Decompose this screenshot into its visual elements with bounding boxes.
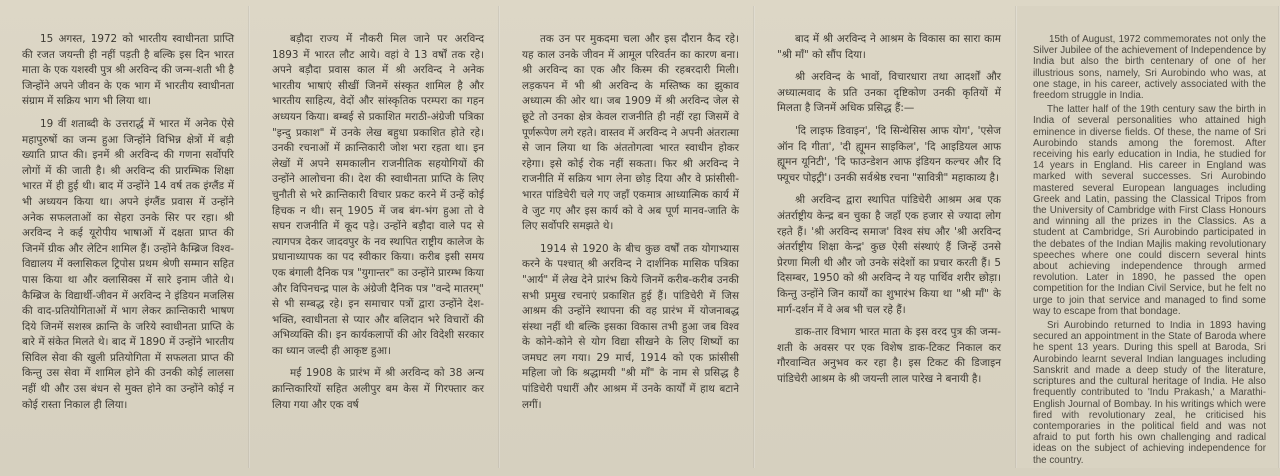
hindi-panel-3 [500, 6, 755, 468]
hindi-paragraph: 19 वीं शताब्दी के उत्तरार्द्ध में भारत में अनेक ऐसे महापुरुषों का जन्म हुआ जिन्होंने विभिन्न क्षेत्रों में बड़ी ख्याति प्राप्त की। इनमें श्री अरविन्द की गणना सर्वोपरि लोगों में की जाती है। श्री अरविन्द की प्रारम्भिक शिक्षा भारत में ही हुई थी। बाद में उन्होंने 14 वर्ष तक इंग्लैंड में भी अध्ययन किया था। अपने इंग्लैंड प्रवास में उन्होंने अनेक सफलताओं का सेहरा उनके सिर पर रहा। श्री अरविन्द ने कई यूरोपीय भाषाओं में दक्षता प्राप्त की जिनमें ग्रीक और लेटिन शामिल हैं। उन्होंने कैम्ब्रिज विश्व-विद्यालय में क्लासिकल ट्रिपोस प्रथम श्रेणी सम्मान सहित पास किया था और क्लासिक्स में सारे इनाम जीते थे। कैम्ब्रिज के विद्यार्थी-जीवन में अरविन्द ने इंडियन मजलिस की वाद-प्रतियोगिताओं में भाग लेकर क्रान्तिकारी भाषण दिये जिनमें सशस्त्र क्रान्ति के जरिये स्वाधीनता प्राप्ति के बारे में संकेत मिलते थे। बाद में 1890 में उन्होंने भारतीय सिविल सेवा की खुली प्रतियोगिता में सफलता प्राप्त की किन्तु उस सेवा में शामिल होने की उनकी कोई लालसा नहीं थी और उस बंधन से मुक्त होने का उन्होंने कोई न कोई रास्ता निकाल ही लिया। [22, 117, 234, 411]
hindi-paragraph: मई 1908 के प्रारंभ में श्री अरविन्द को 38 अन्य क्रान्तिकारियों सहित अलीपुर बम केस में गिरफ्तार कर लिया गया और एक वर्ष [272, 367, 484, 411]
hindi-panel-2 [250, 6, 500, 468]
hindi-paragraph: श्री अरविन्द द्वारा स्थापित पांडिचेरी आश्रम अब एक अंतर्राष्ट्रीय केन्द्र बन चुका है जहाँ एक हजार से ज्यादा लोग रहते हैं। 'श्री अरविन्द समाज' विश्व संघ और 'श्री अरविन्द अंतर्राष्ट्रीय शिक्षा केन्द्र' कुछ ऐसी संस्थाएं हैं जिन्हें उनसे प्रेरणा मिली थी और जो उनके संदेशों का प्रचार करती हैं। 5 दिसम्बर, 1950 को श्री अरविन्द ने यह पार्थिव शरीर छोड़ा। किन्तु उन्होंने जिन कार्यों का शुभारंभ किया था "श्री माँ" के मार्ग-दर्शन में वे अब भी चल रहे हैं। [777, 194, 1001, 316]
hindi-paragraph: 15 अगस्त, 1972 को भारतीय स्वाधीनता प्राप्ति की रजत जयन्ती ही नहीं पड़ती है बल्कि इस दिन भारत माता के एक यशस्वी पुत्र श्री अरविन्द की जन्म-शती भी है जिन्होंने अपने जीवन के एक भाग में भारतीय स्वाधीनता संग्राम में सक्रिय भाग भी लिया था। [22, 33, 234, 108]
english-paragraph: 15th of August, 1972 commemorates not only the Silver Jubilee of the achievement of Independence by India but also the birth centenary of one of her illustrious sons, namely, Sri Aurobindo who was, at one stage, in his career, actively associated with the freedom struggle in India. [1033, 34, 1266, 102]
english-paragraph: The latter half of the 19th century saw the birth in India of several personalities who attained high eminence in diverse fields. Of these, the name of Sri Aurobindo stands among the foremost. After receiving his early education in India, he studied for 14 years in England. His career in England was marked with several successes. Sri Aurobindo mastered several European languages including Greek and Latin, passing the Classical Tripos from the University of Cambridge with First Class Honours and winning all the prizes in the Classics. As a student at Cambridge, Sri Aurobindo participated in the debates of the Indian Majlis making revolutionary speeches where one could discern several hints about achieving independence through armed revolution. Later in 1890, he passed the open competition for the Indian Civil Service, but he felt no urge to join that service and managed to find some way to escape from that bondage. [1033, 104, 1266, 317]
english-paragraph: Sri Aurobindo returned to India in 1893 having secured an appointment in the State of Baroda where he spent 13 years. During this spell at Baroda, Sri Aurobindo learnt several Indian languages including Sanskrit and made a deep study of the literature, scriptures and the cultural heritage of India. He also frequently contributed to 'Indu Prakash,' a Marathi-English Journal of Bombay. In his writings which were fired with revolutionary zeal, he criticised his contemporaries in the political field and was not afraid to put forth his own challenging and radical ideas on the subject of achieving independence for the country. [1033, 320, 1266, 466]
hindi-panel-1 [0, 6, 250, 468]
english-panel [1017, 6, 1280, 468]
hindi-paragraph: तक उन पर मुकदमा चला और इस दौरान कैद रहे। यह काल उनके जीवन में आमूल परिवर्तन का कारण बना। श्री अरविन्द का एक और किस्म की रहबरदारी मिली। लड़कपन में भी श्री अरविन्द के मस्तिष्क का झुकाव अध्यात्म की ओर था। जब 1909 में श्री अरविन्द जेल से छूटे तो उनका क्षेत्र केवल राजनीति ही नहीं रहा जिसमें वे पूर्णरूपेण लगे रहते। वास्तव में अरविन्द ने अपनी अंतरात्मा से जान लिया था कि अंततोगत्वा भारत स्वाधीन होकर रहेगा। इसे कोई रोक नहीं सकता। फिर श्री अरविन्द ने राजनीति में सक्रिय भाग लेना छोड़ दिया और वे फ्रांसीसी-भारत पांडिचेरी चले गए जहाँ एकमात्र आध्यात्मिक कार्य में वे जुट गए और इस कार्य को वे अब पूर्ण मानव-जाति के लिए सर्वोपरि समझते थे। [522, 33, 739, 233]
hindi-paragraph: 'दि लाइफ डिवाइन', 'दि सिन्थेसिस आफ योग', 'एसेज ऑन दि गीता', 'दी ह्यूमन साइकिल', 'दि आइडियल आफ ह्यूमन यूनिटी', 'दि फाउन्डेशन आफ इंडियन कल्चर और दि फ्यूचर पोइट्री'। उनकी सर्वश्रेष्ठ रचना "सावित्री" महाकाव्य है। [777, 124, 1001, 184]
hindi-paragraph: 1914 से 1920 के बीच कुछ वर्षों तक योगाभ्यास करने के पश्चात् श्री अरविन्द ने दार्शनिक मासिक पत्रिका "आर्य" में लेख देने प्रारंभ किये जिनमें करीब-करीब उनकी सभी प्रमुख रचनाएं प्रकाशित हुई हैं। पांडिचेरी में जिस आश्रम की उन्होंने स्थापना की वह प्रारंभ में योजनाबद्ध संस्था नहीं थी बल्कि इसका विकास तभी हुआ जब विश्व के कोने-कोने से योग विद्या सीखने के लिए शिष्यों का जमघट लग गया। 29 मार्च, 1914 को एक फ्रांसीसी महिला जो कि श्रद्धामयी "श्री माँ" के नाम से प्रसिद्ध है पांडिचेरी पधारीं और आश्रम में उनके कार्यों में हाथ बटाने लगीं। [522, 242, 739, 411]
hindi-paragraph: बाद में श्री अरविन्द ने आश्रम के विकास का सारा काम "श्री माँ" को सौंप दिया। [777, 33, 1001, 61]
hindi-paragraph: श्री अरविन्द के भावों, विचारधारा तथा आदर्शों और अध्यात्मवाद के प्रति उनका दृष्टिकोण उनकी कृतियों में मिलता है जिनमें अधिक प्रसिद्ध हैं:— [777, 71, 1001, 115]
hindi-paragraph: बड़ौदा राज्य में नौकरी मिल जाने पर अरविन्द 1893 में भारत लौट आये। वहां वे 13 वर्षों तक रहे। अपने बड़ौदा प्रवास काल में श्री अरविन्द ने अनेक भारतीय भाषाएं सीखीं जिनमें संस्कृत शामिल है और भारतीय साहित्य, वेदों और सांस्कृतिक परम्परा का गहन अध्ययन किया। बम्बई से प्रकाशित मराठी-अंग्रेजी पत्रिका "इन्दु प्रकाश" में उनके लेख बहुधा प्रकाशित होते रहे। उनकी रचनाओं में क्रान्तिकारी जोश भरा रहता था। इन लेखों में अपने समकालीन राजनीतिक सहयोगियों की उन्होंने आलोचना की। देश की स्वाधीनता प्राप्ति के लिए चुनौती से भरे क्रान्तिकारी विचार प्रकट करने में उन्हें कोई हिचक न थी। सन् 1905 में जब बंग-भंग हुआ तो वे सघन राजनीति में कूद पड़े। उन्होंने बड़ौदा वाले पद से त्यागपत्र देकर जादवपुर के नव स्थापित राष्ट्रीय कालेज के प्रधानाध्यापक का पद स्वीकार किया। करीब इसी समय एक बंगाली दैनिक पत्र "युगान्तर" का उन्होंने प्रारम्भ किया और विपिनचन्द्र पाल के अंग्रेजी दैनिक पत्र "वन्दे मातरम्" से भी सम्बद्ध रहे। इन समाचार पत्रों द्वारा उन्होंने देश-भक्ति, स्वाधीनता से प्यार और बलिदान भरे विचारों की अभिव्यक्ति की। इन कार्यकलापों की ओर विदेशी सरकार का ध्यान जल्दी ही आकृष्ट हुआ। [272, 33, 484, 357]
hindi-paragraph: डाक-तार विभाग भारत माता के इस वरद पुत्र की जन्म-शती के अवसर पर एक विशेष डाक-टिकट निकाल कर गौरवान्वित अनुभव कर रहा है। इस टिकट की डिजाइन पांडिचेरी आश्रम के श्री जयन्ती लाल पारेख ने बनायी है। [777, 326, 1001, 385]
hindi-panel-4 [755, 6, 1017, 468]
